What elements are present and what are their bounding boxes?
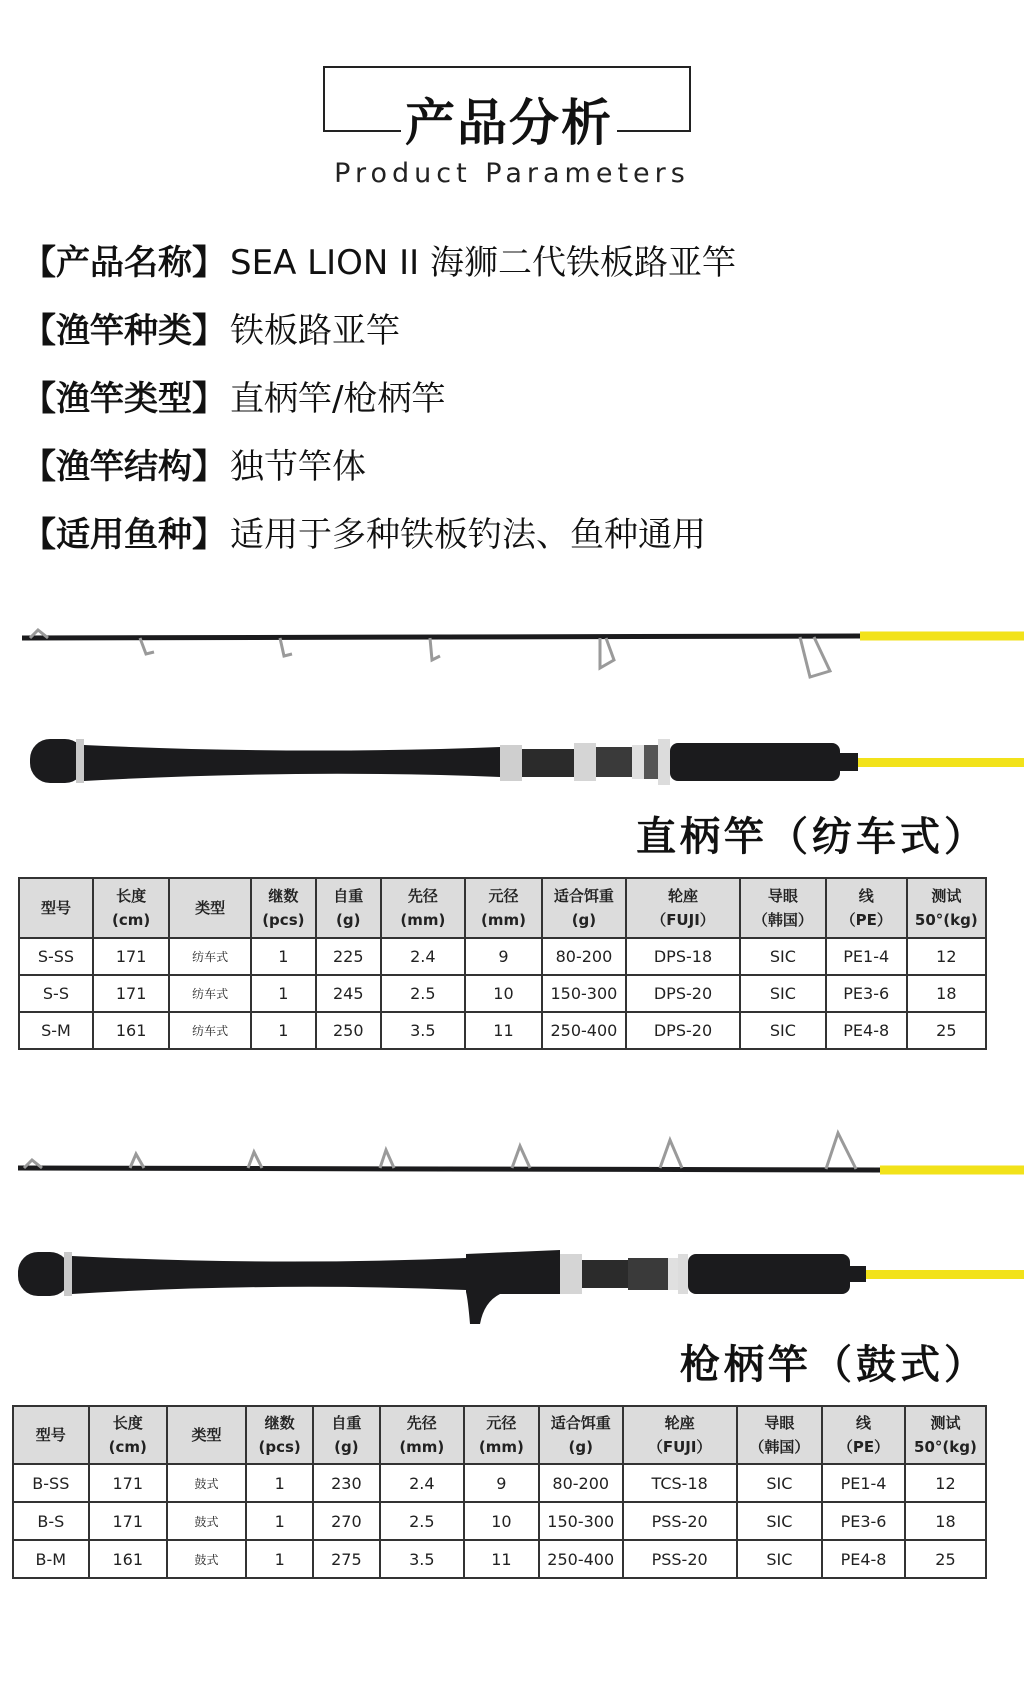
info-row-rod-structure (22, 442, 366, 492)
table-cell: 3.5 (381, 1012, 465, 1049)
column-header: 测试 50°(kg) (905, 1406, 986, 1464)
column-header: 长度 (cm) (93, 878, 170, 938)
table-cell: PSS-20 (623, 1502, 737, 1540)
info-key: 【渔竿种类】 (22, 311, 226, 351)
info-key: 【渔竿类型】 (22, 379, 226, 419)
table-cell: TCS-18 (623, 1464, 737, 1502)
casting-spec-table (12, 1405, 987, 1579)
column-header: 线 （PE） (826, 878, 907, 938)
info-value: SEA LION II 海狮二代铁板路亚竿 (230, 243, 736, 283)
column-header: 先径 (mm) (381, 878, 465, 938)
casting-section-title: 枪柄竿（鼓式） (680, 1342, 988, 1388)
table-cell: 2.4 (381, 938, 465, 975)
table-cell: PE1-4 (822, 1464, 905, 1502)
table-header-row (19, 878, 986, 938)
info-value: 铁板路亚竿 (230, 311, 400, 351)
spinning-table-body (19, 938, 986, 1049)
title-underline-right (617, 130, 691, 132)
table-cell: SIC (740, 975, 826, 1012)
column-header: 元径 (mm) (464, 1406, 539, 1464)
info-row-rod-category (22, 306, 400, 356)
casting-rod-handle-image (0, 1240, 1024, 1340)
column-header: 自重 (g) (316, 878, 381, 938)
casting-rod-tip-image (0, 1128, 1024, 1198)
table-cell: SIC (740, 1012, 826, 1049)
table-cell: PE4-8 (822, 1540, 905, 1578)
table-cell: 2.5 (380, 1502, 464, 1540)
table-cell: DPS-20 (626, 1012, 740, 1049)
info-row-rod-type (22, 374, 445, 424)
table-cell: 275 (313, 1540, 379, 1578)
column-header: 型号 (13, 1406, 89, 1464)
page-header (0, 0, 1024, 200)
table-cell: B-S (13, 1502, 89, 1540)
column-header: 继数 (pcs) (251, 878, 316, 938)
table-cell: 12 (905, 1464, 986, 1502)
column-header: 导眼 （韩国） (740, 878, 826, 938)
table-cell: 18 (905, 1502, 986, 1540)
table-cell: 鼓式 (167, 1464, 246, 1502)
info-row-target-species (22, 510, 706, 560)
table-cell: PE3-6 (826, 975, 907, 1012)
table-row (19, 975, 986, 1012)
column-header: 适合饵重 (g) (542, 878, 626, 938)
table-cell: 1 (246, 1464, 313, 1502)
table-cell: 250-400 (539, 1540, 623, 1578)
table-cell: 纺车式 (169, 975, 250, 1012)
table-header-row (13, 1406, 986, 1464)
title-underline-left (323, 130, 401, 132)
table-cell: B-M (13, 1540, 89, 1578)
table-cell: 2.5 (381, 975, 465, 1012)
table-cell: 25 (907, 1012, 986, 1049)
table-cell: SIC (737, 1502, 823, 1540)
table-cell: 鼓式 (167, 1502, 246, 1540)
column-header: 元径 (mm) (465, 878, 542, 938)
info-value: 直柄竿/枪柄竿 (230, 379, 446, 419)
table-cell: S-S (19, 975, 93, 1012)
spinning-rod-tip-image (0, 610, 1024, 700)
table-cell: 230 (313, 1464, 379, 1502)
table-cell: 纺车式 (169, 938, 250, 975)
table-cell: 11 (464, 1540, 539, 1578)
table-cell: SIC (740, 938, 826, 975)
table-row (13, 1502, 986, 1540)
table-cell: 1 (246, 1502, 313, 1540)
page-subtitle: Product Parameters (334, 158, 690, 189)
table-cell: DPS-18 (626, 938, 740, 975)
table-cell: 18 (907, 975, 986, 1012)
table-cell: 25 (905, 1540, 986, 1578)
column-header: 型号 (19, 878, 93, 938)
page-title: 产品分析 (405, 94, 613, 152)
table-cell: SIC (737, 1540, 823, 1578)
table-row (13, 1540, 986, 1578)
table-cell: 纺车式 (169, 1012, 250, 1049)
column-header: 类型 (169, 878, 250, 938)
table-cell: 9 (465, 938, 542, 975)
column-header: 类型 (167, 1406, 246, 1464)
column-header: 先径 (mm) (380, 1406, 464, 1464)
table-cell: B-SS (13, 1464, 89, 1502)
table-cell: DPS-20 (626, 975, 740, 1012)
table-row (19, 938, 986, 975)
table-cell: PE4-8 (826, 1012, 907, 1049)
table-cell: 3.5 (380, 1540, 464, 1578)
table-cell: 245 (316, 975, 381, 1012)
info-key: 【渔竿结构】 (22, 447, 226, 487)
table-cell: 80-200 (542, 938, 626, 975)
table-cell: 161 (93, 1012, 170, 1049)
table-cell: 225 (316, 938, 381, 975)
table-cell: PE3-6 (822, 1502, 905, 1540)
column-header: 长度 (cm) (89, 1406, 167, 1464)
table-cell: 150-300 (542, 975, 626, 1012)
table-cell: 150-300 (539, 1502, 623, 1540)
table-cell: 250 (316, 1012, 381, 1049)
column-header: 轮座 （FUJI） (626, 878, 740, 938)
table-cell: 1 (246, 1540, 313, 1578)
table-row (19, 1012, 986, 1049)
spinning-spec-table (18, 877, 987, 1050)
spinning-rod-handle-image (0, 725, 1024, 795)
table-cell: 171 (89, 1502, 167, 1540)
table-cell: 2.4 (380, 1464, 464, 1502)
table-cell: 1 (251, 1012, 316, 1049)
column-header: 导眼 （韩国） (737, 1406, 823, 1464)
info-value: 适用于多种铁板钓法、鱼种通用 (230, 515, 706, 555)
info-row-product-name (22, 238, 736, 288)
table-cell: S-SS (19, 938, 93, 975)
column-header: 自重 (g) (313, 1406, 379, 1464)
casting-table-body (13, 1464, 986, 1578)
info-key: 【适用鱼种】 (22, 515, 226, 555)
table-cell: 80-200 (539, 1464, 623, 1502)
table-cell: 10 (464, 1502, 539, 1540)
info-value: 独节竿体 (230, 447, 366, 487)
info-key: 【产品名称】 (22, 243, 226, 283)
table-cell: 171 (93, 975, 170, 1012)
table-cell: 11 (465, 1012, 542, 1049)
table-cell: PSS-20 (623, 1540, 737, 1578)
column-header: 适合饵重 (g) (539, 1406, 623, 1464)
table-row (13, 1464, 986, 1502)
table-cell: PE1-4 (826, 938, 907, 975)
column-header: 测试 50°(kg) (907, 878, 986, 938)
column-header: 线 （PE） (822, 1406, 905, 1464)
column-header: 继数 (pcs) (246, 1406, 313, 1464)
table-cell: 250-400 (542, 1012, 626, 1049)
table-cell: S-M (19, 1012, 93, 1049)
table-cell: 171 (93, 938, 170, 975)
table-cell: 171 (89, 1464, 167, 1502)
table-cell: 161 (89, 1540, 167, 1578)
column-header: 轮座 （FUJI） (623, 1406, 737, 1464)
table-cell: SIC (737, 1464, 823, 1502)
table-cell: 10 (465, 975, 542, 1012)
table-cell: 9 (464, 1464, 539, 1502)
table-cell: 1 (251, 938, 316, 975)
table-cell: 鼓式 (167, 1540, 246, 1578)
table-cell: 270 (313, 1502, 379, 1540)
spinning-section-title: 直柄竿（纺车式） (636, 814, 988, 860)
table-cell: 12 (907, 938, 986, 975)
table-cell: 1 (251, 975, 316, 1012)
